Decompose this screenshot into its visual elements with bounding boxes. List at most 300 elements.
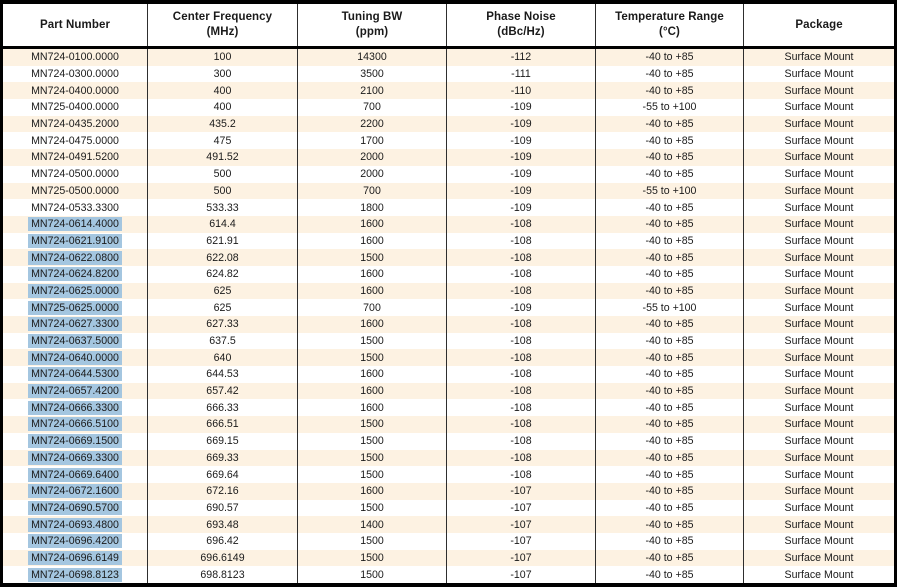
center-frequency-text: 669.15 xyxy=(206,435,239,448)
cell-part-number xyxy=(3,349,148,366)
cell-temperature-range xyxy=(596,149,744,166)
package-text: Surface Mount xyxy=(784,318,854,331)
center-frequency-text: 637.5 xyxy=(209,335,236,348)
temperature-range-text: -40 to +85 xyxy=(645,68,694,81)
package-text: Surface Mount xyxy=(784,401,854,414)
cell-tuning-bw xyxy=(298,149,447,166)
temperature-range-text: -55 to +100 xyxy=(642,301,697,314)
center-frequency-text: 657.42 xyxy=(206,385,239,398)
cell-part-number xyxy=(3,450,148,467)
tuning-bw-text: 1500 xyxy=(360,335,384,348)
cell-temperature-range xyxy=(596,249,744,266)
cell-phase-noise xyxy=(447,383,596,400)
column-header-part-number xyxy=(3,4,148,46)
part-number-text[interactable]: MN724-0627.3300 xyxy=(28,317,122,331)
cell-package xyxy=(744,199,894,216)
table-row xyxy=(3,266,894,283)
cell-package xyxy=(744,233,894,250)
temperature-range-text: -40 to +85 xyxy=(645,535,694,548)
center-frequency-text: 475 xyxy=(213,134,232,147)
part-number-text[interactable]: MN724-0533.3300 xyxy=(31,201,119,214)
cell-phase-noise xyxy=(447,132,596,149)
cell-package xyxy=(744,249,894,266)
cell-package xyxy=(744,299,894,316)
cell-phase-noise xyxy=(447,299,596,316)
cell-tuning-bw xyxy=(298,366,447,383)
cell-package xyxy=(744,566,894,583)
cell-package xyxy=(744,516,894,533)
phase-noise-text: -109 xyxy=(510,168,532,181)
center-frequency-text: 627.33 xyxy=(206,318,239,331)
temperature-range-text: -55 to +100 xyxy=(642,184,697,197)
cell-part-number xyxy=(3,383,148,400)
tuning-bw-text: 1500 xyxy=(360,568,384,581)
cell-phase-noise xyxy=(447,483,596,500)
cell-package xyxy=(744,416,894,433)
cell-center-frequency xyxy=(148,249,298,266)
phase-noise-text: -108 xyxy=(510,335,532,348)
part-number-text[interactable]: MN724-0657.4200 xyxy=(28,384,122,398)
temperature-range-text: -40 to +85 xyxy=(645,501,694,514)
cell-phase-noise xyxy=(447,82,596,99)
cell-package xyxy=(744,149,894,166)
center-frequency-text: 696.42 xyxy=(206,535,239,548)
phase-noise-text: -109 xyxy=(510,134,532,147)
cell-tuning-bw xyxy=(298,233,447,250)
table-row xyxy=(3,333,894,350)
center-frequency-text: 491.52 xyxy=(206,151,239,164)
cell-temperature-range xyxy=(596,399,744,416)
cell-temperature-range xyxy=(596,132,744,149)
part-number-text[interactable]: MN724-0696.4200 xyxy=(28,534,122,548)
cell-package xyxy=(744,349,894,366)
package-text: Surface Mount xyxy=(784,535,854,548)
center-frequency-text: 400 xyxy=(213,101,232,114)
tuning-bw-text: 1500 xyxy=(360,501,384,514)
table-row xyxy=(3,66,894,83)
cell-temperature-range xyxy=(596,450,744,467)
cell-package xyxy=(744,183,894,200)
center-frequency-text: 672.16 xyxy=(206,485,239,498)
table-row xyxy=(3,416,894,433)
cell-center-frequency xyxy=(148,450,298,467)
phase-noise-text: -107 xyxy=(510,535,532,548)
cell-tuning-bw xyxy=(298,399,447,416)
cell-part-number xyxy=(3,266,148,283)
cell-center-frequency xyxy=(148,516,298,533)
cell-package xyxy=(744,450,894,467)
temperature-range-text: -40 to +85 xyxy=(645,201,694,214)
temperature-range-text: -40 to +85 xyxy=(645,568,694,581)
phase-noise-text: -108 xyxy=(510,418,532,431)
table-row xyxy=(3,49,894,66)
tuning-bw-text: 1700 xyxy=(360,134,384,147)
cell-phase-noise xyxy=(447,333,596,350)
cell-temperature-range xyxy=(596,349,744,366)
column-header-package xyxy=(744,4,894,46)
cell-part-number xyxy=(3,116,148,133)
cell-center-frequency xyxy=(148,132,298,149)
table-row xyxy=(3,149,894,166)
package-text: Surface Mount xyxy=(784,568,854,581)
cell-temperature-range xyxy=(596,66,744,83)
package-text: Surface Mount xyxy=(784,385,854,398)
table-row xyxy=(3,516,894,533)
cell-part-number xyxy=(3,466,148,483)
cell-part-number xyxy=(3,149,148,166)
cell-temperature-range xyxy=(596,500,744,517)
cell-package xyxy=(744,82,894,99)
cell-package xyxy=(744,116,894,133)
part-number-text[interactable]: MN724-0669.3300 xyxy=(28,451,122,465)
cell-center-frequency xyxy=(148,49,298,66)
part-number-text[interactable]: MN724-0637.5000 xyxy=(28,334,122,348)
package-text: Surface Mount xyxy=(784,234,854,247)
cell-part-number xyxy=(3,283,148,300)
column-header-unit: (dBc/Hz) xyxy=(497,26,545,38)
cell-tuning-bw xyxy=(298,483,447,500)
cell-center-frequency xyxy=(148,466,298,483)
part-number-text[interactable]: MN725-0500.0000 xyxy=(31,184,119,197)
cell-temperature-range xyxy=(596,266,744,283)
cell-package xyxy=(744,533,894,550)
cell-tuning-bw xyxy=(298,66,447,83)
table-row xyxy=(3,132,894,149)
part-number-text[interactable]: MN724-0100.0000 xyxy=(31,51,119,64)
temperature-range-text: -40 to +85 xyxy=(645,234,694,247)
tuning-bw-text: 1500 xyxy=(360,435,384,448)
table-row xyxy=(3,299,894,316)
table-row xyxy=(3,166,894,183)
cell-temperature-range xyxy=(596,533,744,550)
cell-temperature-range xyxy=(596,166,744,183)
part-number-text[interactable]: MN724-0622.0800 xyxy=(28,251,122,265)
tuning-bw-text: 1600 xyxy=(360,268,384,281)
cell-phase-noise xyxy=(447,399,596,416)
cell-package xyxy=(744,166,894,183)
cell-tuning-bw xyxy=(298,266,447,283)
phase-noise-text: -107 xyxy=(510,568,532,581)
center-frequency-text: 690.57 xyxy=(206,501,239,514)
cell-package xyxy=(744,283,894,300)
cell-center-frequency xyxy=(148,533,298,550)
cell-package xyxy=(744,466,894,483)
cell-part-number xyxy=(3,316,148,333)
cell-tuning-bw xyxy=(298,383,447,400)
cell-center-frequency xyxy=(148,433,298,450)
package-text: Surface Mount xyxy=(784,501,854,514)
cell-temperature-range xyxy=(596,550,744,567)
package-text: Surface Mount xyxy=(784,485,854,498)
tuning-bw-text: 1600 xyxy=(360,218,384,231)
part-number-text[interactable]: MN724-0435.2000 xyxy=(31,118,119,131)
part-number-text[interactable]: MN724-0640.0000 xyxy=(28,351,122,365)
center-frequency-text: 435.2 xyxy=(209,118,236,131)
cell-temperature-range xyxy=(596,383,744,400)
cell-tuning-bw xyxy=(298,166,447,183)
phase-noise-text: -112 xyxy=(510,51,532,64)
cell-temperature-range xyxy=(596,316,744,333)
part-number-text[interactable]: MN725-0400.0000 xyxy=(31,101,119,114)
table-row xyxy=(3,533,894,550)
cell-temperature-range xyxy=(596,366,744,383)
package-text: Surface Mount xyxy=(784,518,854,531)
cell-tuning-bw xyxy=(298,566,447,583)
cell-tuning-bw xyxy=(298,500,447,517)
table-row xyxy=(3,82,894,99)
column-header-unit: (MHz) xyxy=(206,26,239,38)
cell-phase-noise xyxy=(447,183,596,200)
part-number-text[interactable]: MN724-0624.8200 xyxy=(28,267,122,281)
cell-tuning-bw xyxy=(298,249,447,266)
cell-part-number xyxy=(3,500,148,517)
center-frequency-text: 533.33 xyxy=(206,201,239,214)
column-header-phase-noise xyxy=(447,4,596,46)
cell-tuning-bw xyxy=(298,49,447,66)
phase-noise-text: -111 xyxy=(511,68,531,81)
phase-noise-text: -108 xyxy=(510,251,532,264)
phase-noise-text: -108 xyxy=(510,318,532,331)
phase-noise-text: -107 xyxy=(510,518,532,531)
table-row xyxy=(3,433,894,450)
part-number-text[interactable]: MN724-0500.0000 xyxy=(31,168,119,181)
phase-noise-text: -108 xyxy=(510,351,532,364)
temperature-range-text: -40 to +85 xyxy=(645,118,694,131)
cell-package xyxy=(744,500,894,517)
cell-tuning-bw xyxy=(298,349,447,366)
cell-phase-noise xyxy=(447,316,596,333)
part-number-text[interactable]: MN724-0491.5200 xyxy=(31,151,119,164)
tuning-bw-text: 700 xyxy=(363,184,381,197)
part-number-text[interactable]: MN724-0614.4000 xyxy=(28,217,122,231)
phase-noise-text: -108 xyxy=(510,451,532,464)
cell-tuning-bw xyxy=(298,216,447,233)
tuning-bw-text: 1500 xyxy=(360,468,384,481)
column-header-center-frequency xyxy=(148,4,298,46)
center-frequency-text: 500 xyxy=(213,168,232,181)
part-number-text[interactable]: MN724-0669.1500 xyxy=(28,434,122,448)
phase-noise-text: -109 xyxy=(510,118,532,131)
tuning-bw-text: 14300 xyxy=(357,51,387,64)
cell-temperature-range xyxy=(596,216,744,233)
temperature-range-text: -40 to +85 xyxy=(645,84,694,97)
cell-temperature-range xyxy=(596,516,744,533)
cell-tuning-bw xyxy=(298,550,447,567)
cell-part-number xyxy=(3,550,148,567)
package-text: Surface Mount xyxy=(784,201,854,214)
cell-center-frequency xyxy=(148,82,298,99)
center-frequency-text: 500 xyxy=(213,184,232,197)
package-text: Surface Mount xyxy=(784,435,854,448)
cell-phase-noise xyxy=(447,283,596,300)
temperature-range-text: -40 to +85 xyxy=(645,284,694,297)
package-text: Surface Mount xyxy=(784,151,854,164)
cell-phase-noise xyxy=(447,166,596,183)
column-header-unit: (ppm) xyxy=(355,26,389,38)
table-row xyxy=(3,500,894,517)
cell-center-frequency xyxy=(148,199,298,216)
table-row xyxy=(3,366,894,383)
cell-tuning-bw xyxy=(298,299,447,316)
cell-phase-noise xyxy=(447,516,596,533)
temperature-range-text: -40 to +85 xyxy=(645,518,694,531)
package-text: Surface Mount xyxy=(784,84,854,97)
part-number-text[interactable]: MN724-0625.0000 xyxy=(28,284,122,298)
part-number-text[interactable]: MN724-0666.5100 xyxy=(28,417,122,431)
cell-phase-noise xyxy=(447,99,596,116)
part-number-text[interactable]: MN724-0644.5300 xyxy=(28,367,122,381)
center-frequency-text: 644.53 xyxy=(206,368,239,381)
cell-phase-noise xyxy=(447,249,596,266)
part-number-text[interactable]: MN724-0672.1600 xyxy=(28,484,122,498)
cell-part-number xyxy=(3,199,148,216)
tuning-bw-text: 1400 xyxy=(360,518,384,531)
part-number-text[interactable]: MN724-0669.6400 xyxy=(28,468,122,482)
temperature-range-text: -40 to +85 xyxy=(645,385,694,398)
phase-noise-text: -108 xyxy=(510,468,532,481)
temperature-range-text: -40 to +85 xyxy=(645,251,694,264)
cell-part-number xyxy=(3,82,148,99)
tuning-bw-text: 1500 xyxy=(360,535,384,548)
cell-center-frequency xyxy=(148,233,298,250)
temperature-range-text: -40 to +85 xyxy=(645,451,694,464)
temperature-range-text: -40 to +85 xyxy=(645,168,694,181)
tuning-bw-text: 3500 xyxy=(360,68,384,81)
part-number-text[interactable]: MN724-0300.0000 xyxy=(31,68,119,81)
center-frequency-text: 300 xyxy=(213,68,232,81)
cell-tuning-bw xyxy=(298,116,447,133)
cell-tuning-bw xyxy=(298,416,447,433)
cell-center-frequency xyxy=(148,183,298,200)
cell-temperature-range xyxy=(596,433,744,450)
cell-phase-noise xyxy=(447,266,596,283)
cell-phase-noise xyxy=(447,466,596,483)
table-row xyxy=(3,216,894,233)
cell-tuning-bw xyxy=(298,132,447,149)
table-row xyxy=(3,483,894,500)
center-frequency-text: 666.51 xyxy=(206,418,239,431)
cell-tuning-bw xyxy=(298,99,447,116)
cell-temperature-range xyxy=(596,183,744,200)
tuning-bw-text: 1800 xyxy=(360,201,384,214)
center-frequency-text: 624.82 xyxy=(206,268,239,281)
table-row xyxy=(3,550,894,567)
tuning-bw-text: 2200 xyxy=(360,118,384,131)
cell-package xyxy=(744,66,894,83)
package-text: Surface Mount xyxy=(784,184,854,197)
cell-center-frequency xyxy=(148,266,298,283)
cell-tuning-bw xyxy=(298,333,447,350)
part-number-text[interactable]: MN724-0475.0000 xyxy=(31,134,119,147)
cell-part-number xyxy=(3,183,148,200)
cell-temperature-range xyxy=(596,283,744,300)
center-frequency-text: 625 xyxy=(213,301,232,314)
cell-temperature-range xyxy=(596,82,744,99)
package-text: Surface Mount xyxy=(784,218,854,231)
cell-part-number xyxy=(3,249,148,266)
table-body xyxy=(3,49,894,583)
cell-phase-noise xyxy=(447,66,596,83)
table-row xyxy=(3,99,894,116)
package-text: Surface Mount xyxy=(784,134,854,147)
cell-part-number xyxy=(3,216,148,233)
cell-temperature-range xyxy=(596,416,744,433)
cell-part-number xyxy=(3,299,148,316)
cell-package xyxy=(744,216,894,233)
cell-package xyxy=(744,433,894,450)
part-number-text[interactable]: MN724-0698.8123 xyxy=(28,568,122,582)
phase-noise-text: -107 xyxy=(510,485,532,498)
center-frequency-text: 693.48 xyxy=(206,518,239,531)
table-row xyxy=(3,316,894,333)
cell-center-frequency xyxy=(148,399,298,416)
cell-phase-noise xyxy=(447,500,596,517)
cell-package xyxy=(744,333,894,350)
part-number-text[interactable]: MN724-0690.5700 xyxy=(28,501,122,515)
center-frequency-text: 698.8123 xyxy=(200,568,245,581)
part-number-text[interactable]: MN724-0693.4800 xyxy=(28,518,122,532)
part-number-text[interactable]: MN724-0696.6149 xyxy=(28,551,122,565)
tuning-bw-text: 2100 xyxy=(360,84,384,97)
table-row xyxy=(3,349,894,366)
cell-package xyxy=(744,550,894,567)
phase-noise-text: -109 xyxy=(510,301,532,314)
temperature-range-text: -40 to +85 xyxy=(645,218,694,231)
tuning-bw-text: 1500 xyxy=(360,551,384,564)
temperature-range-text: -40 to +85 xyxy=(645,435,694,448)
cell-phase-noise xyxy=(447,366,596,383)
part-number-text[interactable]: MN725-0625.0000 xyxy=(28,301,122,315)
center-frequency-text: 400 xyxy=(213,84,232,97)
column-header-unit: (°C) xyxy=(659,26,680,38)
tuning-bw-text: 1600 xyxy=(360,485,384,498)
cell-tuning-bw xyxy=(298,183,447,200)
phase-noise-text: -110 xyxy=(510,84,532,97)
phase-noise-text: -108 xyxy=(510,234,532,247)
column-header-label: Center Frequency xyxy=(172,11,273,24)
tuning-bw-text: 1500 xyxy=(360,351,384,364)
package-text: Surface Mount xyxy=(784,468,854,481)
cell-center-frequency xyxy=(148,283,298,300)
cell-center-frequency xyxy=(148,99,298,116)
part-number-text[interactable]: MN724-0621.9100 xyxy=(28,234,122,248)
phase-noise-text: -108 xyxy=(510,401,532,414)
tuning-bw-text: 1600 xyxy=(360,284,384,297)
table-row xyxy=(3,466,894,483)
package-text: Surface Mount xyxy=(784,51,854,64)
tuning-bw-text: 700 xyxy=(363,301,381,314)
table-row xyxy=(3,199,894,216)
temperature-range-text: -40 to +85 xyxy=(645,151,694,164)
cell-part-number xyxy=(3,366,148,383)
part-number-text[interactable]: MN724-0666.3300 xyxy=(28,401,122,415)
phase-noise-text: -108 xyxy=(510,284,532,297)
cell-package xyxy=(744,266,894,283)
cell-center-frequency xyxy=(148,483,298,500)
cell-phase-noise xyxy=(447,216,596,233)
phase-noise-text: -109 xyxy=(510,101,532,114)
part-number-text[interactable]: MN724-0400.0000 xyxy=(31,84,119,97)
cell-package xyxy=(744,399,894,416)
cell-phase-noise xyxy=(447,450,596,467)
column-header-label: Tuning BW xyxy=(341,11,403,24)
column-header-label: Phase Noise xyxy=(486,11,556,24)
cell-part-number xyxy=(3,516,148,533)
temperature-range-text: -40 to +85 xyxy=(645,268,694,281)
cell-package xyxy=(744,483,894,500)
cell-part-number xyxy=(3,566,148,583)
center-frequency-text: 696.6149 xyxy=(200,551,245,564)
